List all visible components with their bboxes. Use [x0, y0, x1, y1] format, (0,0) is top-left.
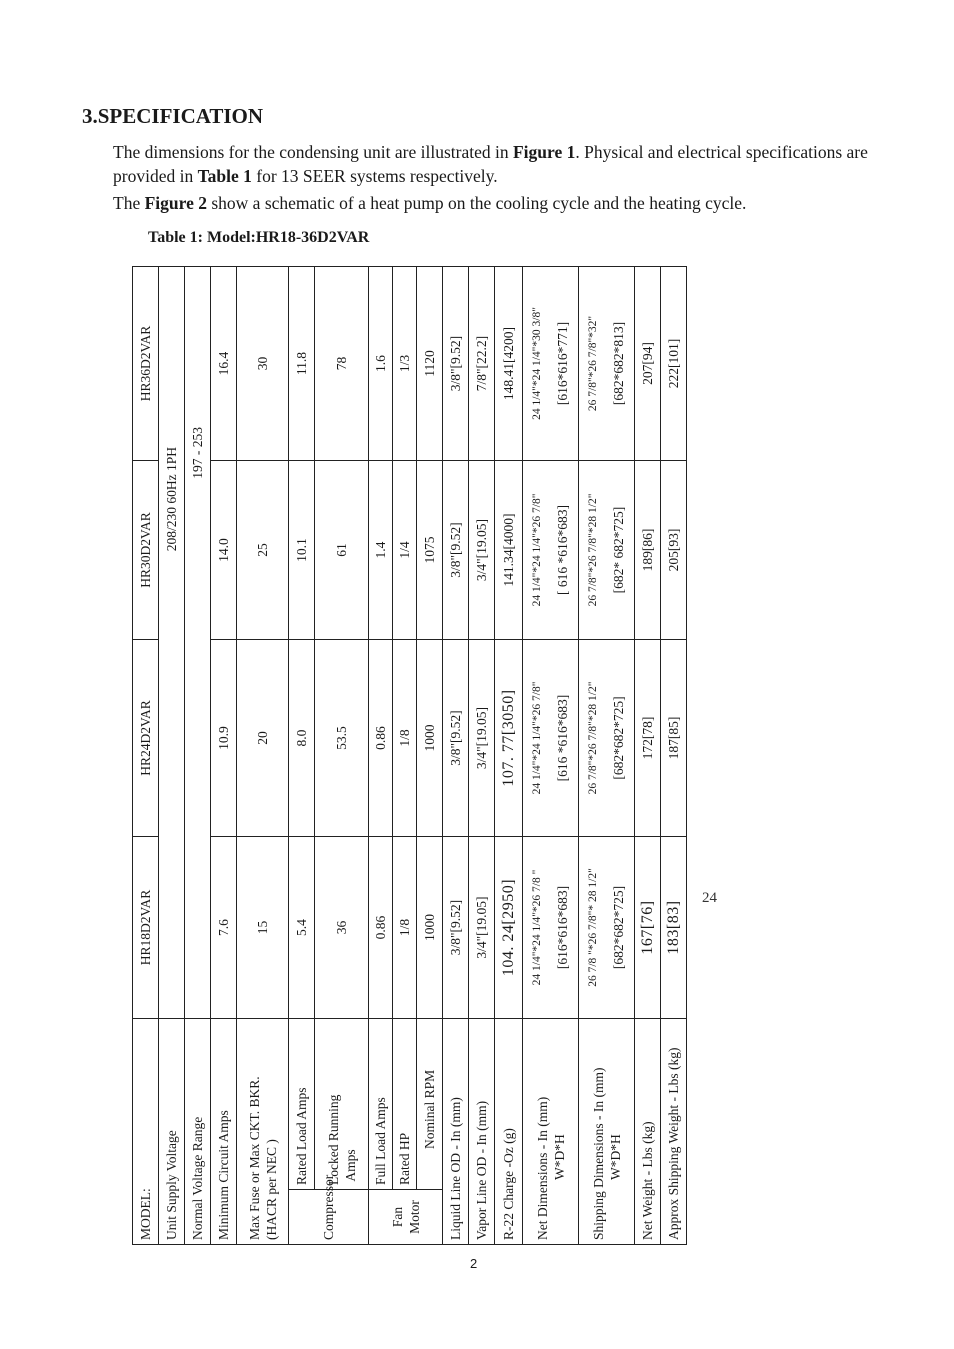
- table-row: [185, 267, 211, 1245]
- row-label: Rated Load Amps: [289, 1019, 315, 1190]
- cell-value: 10.1: [289, 461, 315, 640]
- cell-value: 78: [315, 267, 369, 461]
- cell-value: 189[86]: [635, 461, 661, 640]
- row-label: Rated HP: [393, 1019, 417, 1190]
- row-label: Max Fuse or Max CKT. BKR. (HACR per NEC ): [237, 1019, 289, 1245]
- cell-value: 5.4: [289, 837, 315, 1019]
- model-header-label: MODEL:: [133, 1019, 159, 1245]
- intro-paragraph-1: The dimensions for the condensing unit are illustrated in Figure 1. Physical and electrical specifications are provided in Table 1 for 13 SEER systems respectively.: [113, 142, 868, 186]
- group-label: Fan Motor: [369, 1190, 443, 1245]
- cell-value: 26 7/8"*26 7/8"*28 1/2" [682* 682*725]: [579, 461, 635, 640]
- cell-value: 3/8"[9.52]: [443, 461, 469, 640]
- cell-value: 3/4"[19.05]: [469, 461, 495, 640]
- table-row: [237, 267, 289, 1245]
- cell-value: 197 - 253: [185, 267, 211, 1019]
- row-label: Unit Supply Voltage: [159, 1019, 185, 1245]
- cell-value: 24 1/4"*24 1/4"*26 7/8" [ 616 *616*683]: [523, 461, 579, 640]
- cell-value: 0.86: [369, 640, 393, 837]
- row-label: Vapor Line OD - In (mm): [469, 1019, 495, 1245]
- table-row: [289, 267, 315, 1245]
- row-label: R-22 Charge -Oz (g): [495, 1019, 523, 1245]
- table-row: [579, 267, 635, 1245]
- cell-value: 0.86: [369, 837, 393, 1019]
- model-header: HR36D2VAR: [133, 267, 159, 461]
- cell-value: 222[101]: [661, 267, 687, 461]
- row-label: Liquid Line OD - In (mm): [443, 1019, 469, 1245]
- table-row: [661, 267, 687, 1245]
- cell-value: 187[85]: [661, 640, 687, 837]
- cell-value: 26 7/8"*26 7/8"*32" [682*682*813]: [579, 267, 635, 461]
- cell-value: 3/4"[19.05]: [469, 640, 495, 837]
- table-row: [443, 267, 469, 1245]
- row-label: Locked Running Amps: [315, 1019, 369, 1190]
- cell-value: 1120: [417, 267, 443, 461]
- cell-value: 26 7/8"*26 7/8"*28 1/2" [682*682*725]: [579, 640, 635, 837]
- cell-value: 24 1/4"*24 1/4"*30 3/8" [616*616*771]: [523, 267, 579, 461]
- cell-value: 1.4: [369, 461, 393, 640]
- section-heading: 3.SPECIFICATION: [82, 104, 264, 128]
- cell-value: 20: [237, 640, 289, 837]
- cell-value: 1/3: [393, 267, 417, 461]
- row-label: Shipping Dimensions - In (mm) W*D*H: [579, 1019, 635, 1245]
- row-label: Approx Shipping Weight - Lbs (kg): [661, 1019, 687, 1245]
- cell-value: 11.8: [289, 267, 315, 461]
- cell-value: 7.6: [211, 837, 237, 1019]
- cell-value: 141.34[4000]: [495, 461, 523, 640]
- cell-value: 207[94]: [635, 267, 661, 461]
- cell-value: 183[83]: [661, 837, 687, 1019]
- model-header: HR30D2VAR: [133, 461, 159, 640]
- model-header: HR18D2VAR: [133, 837, 159, 1019]
- cell-value: 107. 77[3050]: [495, 640, 523, 837]
- cell-value: 24 1/4"*24 1/4"*26 7/8" [616 *616*683]: [523, 640, 579, 837]
- table-row: [635, 267, 661, 1245]
- row-label: Full Load Amps: [369, 1019, 393, 1190]
- cell-value: 3/8"[9.52]: [443, 267, 469, 461]
- cell-value: 36: [315, 837, 369, 1019]
- cell-value: 16.4: [211, 267, 237, 461]
- cell-value: 3/4"[19.05]: [469, 837, 495, 1019]
- cell-value: 14.0: [211, 461, 237, 640]
- table-caption: Table 1: Model:HR18-36D2VAR: [148, 229, 370, 246]
- table-row: [495, 267, 523, 1245]
- cell-value: 10.9: [211, 640, 237, 837]
- cell-value: 53.5: [315, 640, 369, 837]
- intro-paragraph-2: The Figure 2 show a schematic of a heat pump on the cooling cycle and the heating cycle.: [113, 193, 747, 213]
- cell-value: 172[78]: [635, 640, 661, 837]
- cell-value: 61: [315, 461, 369, 640]
- cell-value: 15: [237, 837, 289, 1019]
- cell-value: 24 1/4"*24 1/4"*26 7/8 " [616*616*683]: [523, 837, 579, 1019]
- cell-value: 1/8: [393, 837, 417, 1019]
- cell-value: 3/8"[9.52]: [443, 837, 469, 1019]
- row-label: Normal Voltage Range: [185, 1019, 211, 1245]
- table-row: [159, 267, 185, 1245]
- table-row: [315, 267, 369, 1245]
- cell-value: 3/8"[9.52]: [443, 640, 469, 837]
- cell-value: 104. 24[2950]: [495, 837, 523, 1019]
- cell-value: 1075: [417, 461, 443, 640]
- row-label: Net Weight - Lbs (kg): [635, 1019, 661, 1245]
- cell-value: 30: [237, 267, 289, 461]
- cell-value: 1.6: [369, 267, 393, 461]
- table-row: [393, 267, 417, 1245]
- row-label: Net Dimensions - In (mm) W*D*H: [523, 1019, 579, 1245]
- cell-value: 148.41[4200]: [495, 267, 523, 461]
- group-label: Compressor: [289, 1190, 369, 1245]
- side-page-number: 24: [702, 890, 717, 906]
- table-row: [417, 267, 443, 1245]
- cell-value: 208/230 60Hz 1PH: [159, 267, 185, 1019]
- cell-value: 205[93]: [661, 461, 687, 640]
- cell-value: 25: [237, 461, 289, 640]
- row-label: Nominal RPM: [417, 1019, 443, 1190]
- spec-table: [132, 266, 687, 1245]
- table-row: [369, 267, 393, 1245]
- cell-value: 1000: [417, 837, 443, 1019]
- page-number: 2: [470, 1256, 478, 1271]
- model-header: HR24D2VAR: [133, 640, 159, 837]
- cell-value: 7/8"[22.2]: [469, 267, 495, 461]
- table-row: [523, 267, 579, 1245]
- cell-value: 8.0: [289, 640, 315, 837]
- table-row: [133, 267, 159, 1245]
- table-row: [211, 267, 237, 1245]
- cell-value: 167[76]: [635, 837, 661, 1019]
- spec-table-rotated: [132, 267, 685, 1245]
- cell-value: 26 7/8 "*26 7/8"* 28 1/2" [682*682*725]: [579, 837, 635, 1019]
- cell-value: 1/4: [393, 461, 417, 640]
- table-row: [469, 267, 495, 1245]
- cell-value: 1/8: [393, 640, 417, 837]
- row-label: Minimum Circuit Amps: [211, 1019, 237, 1245]
- cell-value: 1000: [417, 640, 443, 837]
